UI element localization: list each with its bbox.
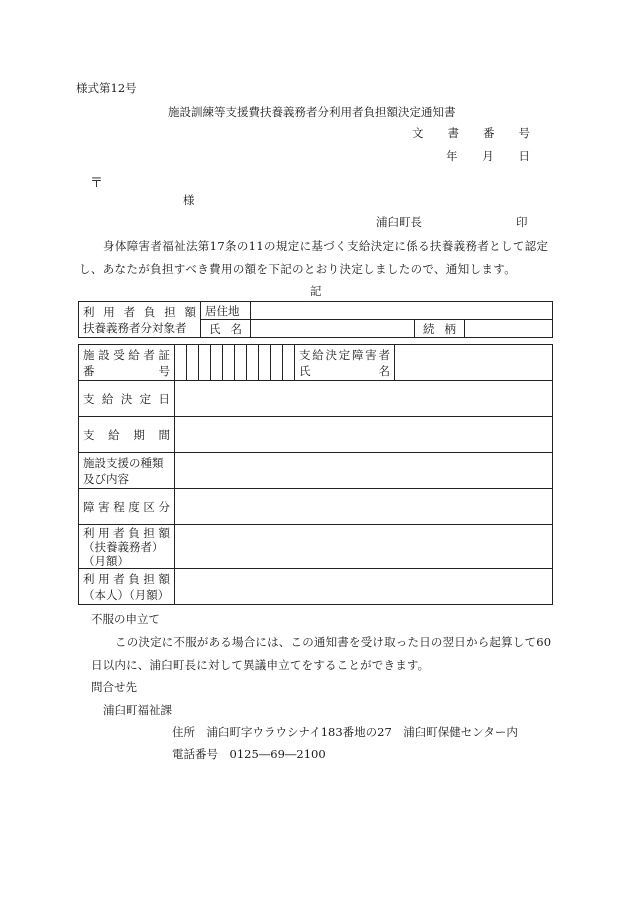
cert-digit-box[interactable] xyxy=(175,345,187,381)
liable-label-line2: 扶養義務者分対象者 xyxy=(83,320,187,335)
contact-heading: 問合せ先 xyxy=(91,680,137,694)
date-label: 年 月 日 xyxy=(446,149,530,163)
decided-person-value[interactable] xyxy=(395,345,553,381)
liable-label-line1: 利 用 者 負 担 額 xyxy=(83,304,196,319)
decision-table xyxy=(78,344,553,605)
cert-digit-box[interactable] xyxy=(199,345,211,381)
cert-digit-box[interactable] xyxy=(247,345,259,381)
cert-digit-box[interactable] xyxy=(235,345,247,381)
cert-digit-box[interactable] xyxy=(211,345,223,381)
decision-date-label: 支 給 決 定 日 xyxy=(79,381,175,417)
appeal-heading: 不服の申立て xyxy=(91,612,160,626)
seal-mark: 印 xyxy=(516,215,528,229)
name-value[interactable] xyxy=(251,320,415,338)
issuer-name: 浦臼町長 xyxy=(376,215,422,229)
appeal-line-1: この決定に不服がある場合には、この通知書を受け取った日の翌日から起算して60 xyxy=(115,635,552,649)
guardian-burden-value[interactable] xyxy=(175,525,553,569)
address-label: 居住地 xyxy=(201,302,251,320)
disability-level-value[interactable] xyxy=(175,489,553,525)
payment-period-value[interactable] xyxy=(175,417,553,453)
relation-value[interactable] xyxy=(465,320,553,338)
decided-person-label: 支 給 決 定 障 害 者 氏 名 xyxy=(295,345,395,381)
disability-level-label: 障 害 程 度 区 分 xyxy=(79,489,175,525)
cert-digit-box[interactable] xyxy=(259,345,271,381)
contact-department: 浦臼町福祉課 xyxy=(103,703,172,717)
payment-period-label: 支 給 期 間 xyxy=(79,417,175,453)
self-burden-label: 利 用 者 負 担 額 （本人）（月額） xyxy=(79,569,175,605)
contact-address: 住所 浦臼町字ウラウシナイ183番地の27 浦臼町保健センター内 xyxy=(172,725,518,739)
name-label: 氏 名 xyxy=(201,320,251,338)
form-number: 様式第12号 xyxy=(76,81,137,95)
recipient-suffix: 様 xyxy=(183,193,195,207)
address-value[interactable] xyxy=(251,302,553,320)
ki-mark: 記 xyxy=(310,284,322,298)
cert-digit-box[interactable] xyxy=(187,345,199,381)
relation-label: 続 柄 xyxy=(415,320,465,338)
cert-digit-box[interactable] xyxy=(283,345,295,381)
cert-digit-box[interactable] xyxy=(271,345,283,381)
cert-digit-box[interactable] xyxy=(223,345,235,381)
cert-number-label: 施 設 受 給 者 証 番 号 xyxy=(79,345,175,381)
support-type-value[interactable] xyxy=(175,453,553,489)
liable-person-table xyxy=(78,301,553,338)
decision-date-value[interactable] xyxy=(175,381,553,417)
guardian-burden-label: 利 用 者 負 担 額 （扶養義務者） （月額） xyxy=(79,525,175,569)
body-line-1: 身体障害者福祉法第17条の11の規定に基づく支給決定に係る扶養義務者として認定 xyxy=(103,239,549,253)
postal-mark: 〒 xyxy=(90,176,104,191)
document-title: 施設訓練等支援費扶養義務者分利用者負担額決定通知書 xyxy=(168,105,456,119)
appeal-line-2: 日以内に、浦臼町長に対して異議申立てをすることができます。 xyxy=(91,658,430,672)
support-type-label: 施設支援の種類 及び内容 xyxy=(79,453,175,489)
liable-label-cell xyxy=(79,302,201,338)
doc-number-label: 文 書 番 号 xyxy=(412,126,530,140)
contact-phone: 電話番号 0125―69―2100 xyxy=(172,747,326,761)
body-line-2: し、あなたが負担すべき費用の額を下記のとおり決定しましたので、通知します。 xyxy=(79,262,517,276)
self-burden-value[interactable] xyxy=(175,569,553,605)
